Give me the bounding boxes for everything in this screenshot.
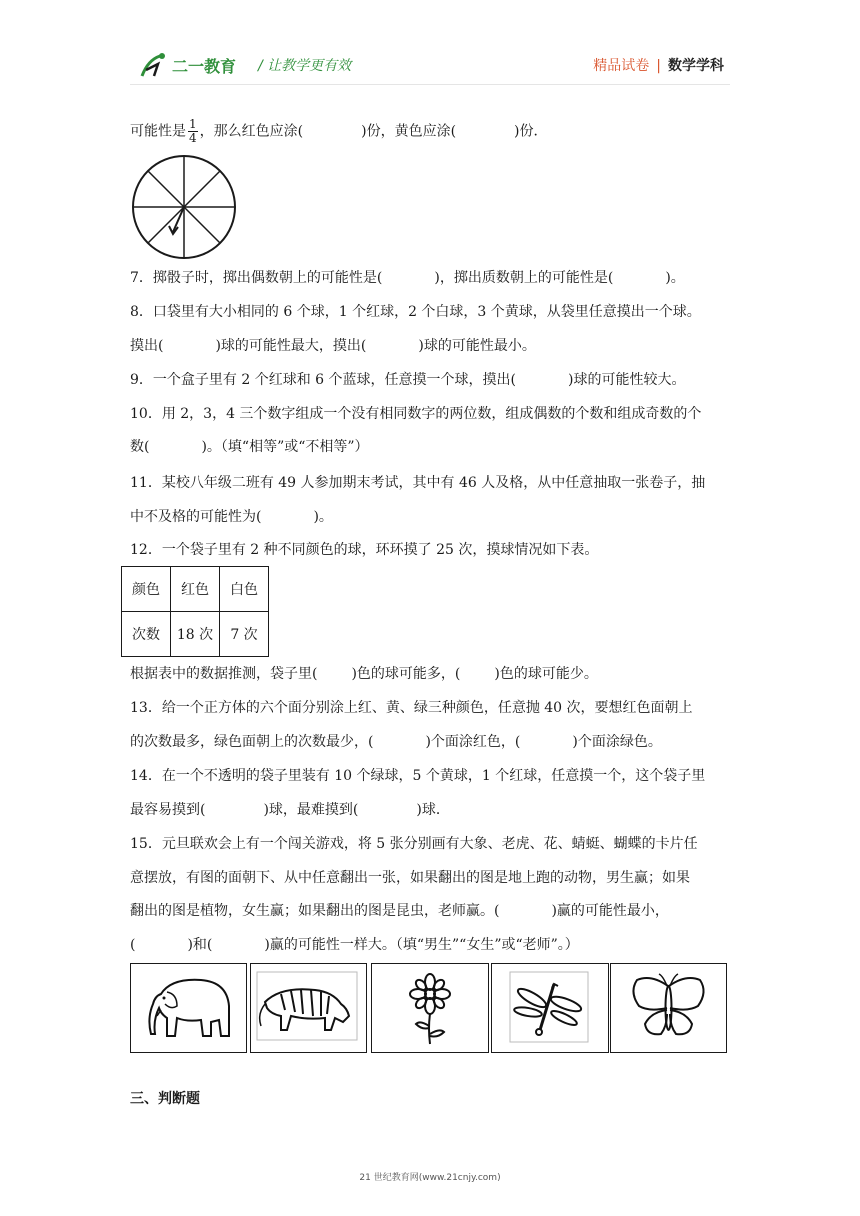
text: )色的球可能少。 bbox=[494, 666, 598, 682]
text: )。（填“相等”或“不相等”） bbox=[201, 439, 369, 455]
text: 的次数最多，绿色面朝上的次数最少，( bbox=[130, 734, 374, 750]
header-right bbox=[593, 55, 724, 75]
ball-table bbox=[121, 566, 269, 657]
text: 根据表中的数据推测，袋子里( bbox=[130, 666, 318, 682]
text: 9．一个盒子里有 2 个红球和 6 个蓝球，任意摸一个球，摸出( bbox=[130, 372, 516, 388]
question-13-cont bbox=[130, 732, 662, 752]
table-cell: 白色 bbox=[220, 567, 269, 612]
brand-logo bbox=[138, 50, 248, 80]
tiger-icon bbox=[251, 964, 366, 1052]
fraction bbox=[188, 118, 198, 145]
elephant-icon bbox=[131, 964, 246, 1052]
question-14: 14．在一个不透明的袋子里装有 10 个绿球，5 个黄球，1 个红球，任意摸一个，这个袋子里 bbox=[130, 768, 706, 784]
question-12: 12．一个袋子里有 2 种不同颜色的球，环环摸了 25 次，摸球情况如下表。 bbox=[130, 542, 599, 558]
card-flower bbox=[371, 963, 489, 1053]
text: )和( bbox=[187, 937, 213, 953]
table-cell: 颜色 bbox=[122, 567, 171, 612]
card-dragonfly bbox=[491, 963, 609, 1053]
question-15-cont3 bbox=[130, 935, 579, 955]
text: )个面涂红色，( bbox=[425, 734, 521, 750]
text: )赢的可能性一样大。（填“男生”“女生”或“老师”。） bbox=[264, 937, 579, 953]
card-tiger bbox=[250, 963, 367, 1053]
question-11: 11．某校八年级二班有 49 人参加期末考试，其中有 46 人及格，从中任意抽取一张卷子，抽 bbox=[130, 475, 706, 491]
header-slogan: / 让教学更有效 bbox=[258, 58, 352, 74]
text: )色的球可能多，( bbox=[351, 666, 461, 682]
text: )球的可能性最大，摸出( bbox=[215, 338, 367, 354]
table-row bbox=[122, 567, 269, 612]
text: )。 bbox=[665, 270, 685, 286]
table-cell: 18 次 bbox=[171, 612, 220, 657]
text: )球，最难摸到( bbox=[263, 802, 359, 818]
fraction-denominator: 4 bbox=[189, 131, 197, 145]
flower-icon bbox=[372, 964, 488, 1052]
section-title: 三、判断题 bbox=[130, 1091, 200, 1107]
question-8-cont bbox=[130, 336, 536, 356]
header-tag: 精品试卷 bbox=[593, 58, 650, 74]
question-15-cont2 bbox=[130, 901, 669, 921]
card-elephant bbox=[130, 963, 247, 1053]
question-13: 13．给一个正方体的六个面分别涂上红、黄、绿三种颜色，任意抛 40 次，要想红色面朝上 bbox=[130, 700, 693, 716]
text: )，掷出质数朝上的可能性是( bbox=[434, 270, 614, 286]
question-10: 10．用 2，3，4 三个数字组成一个没有相同数字的两位数，组成偶数的个数和组成奇数的个 bbox=[130, 406, 702, 422]
text: ，那么红色应涂( bbox=[199, 123, 304, 140]
header-separator: | bbox=[656, 58, 661, 74]
logo-text: 二一教育 bbox=[172, 57, 237, 76]
table-cell: 次数 bbox=[122, 612, 171, 657]
dragonfly-icon bbox=[492, 964, 608, 1052]
text: )。 bbox=[313, 509, 333, 525]
spinner-figure bbox=[131, 154, 237, 264]
text: 数( bbox=[130, 439, 150, 455]
page-footer: 21 世纪教育网(www.21cnjy.com) bbox=[359, 1173, 501, 1183]
table-row bbox=[122, 612, 269, 657]
text: 摸出( bbox=[130, 338, 164, 354]
text: )份． bbox=[514, 123, 548, 140]
fraction-numerator: 1 bbox=[189, 117, 197, 131]
text: )个面涂绿色。 bbox=[572, 734, 662, 750]
question-12-cont bbox=[130, 664, 598, 684]
text: )球的可能性较大。 bbox=[567, 372, 686, 388]
butterfly-icon bbox=[611, 964, 726, 1052]
question-11-cont bbox=[130, 507, 333, 527]
question-15: 15．元旦联欢会上有一个闯关游戏，将 5 张分别画有大象、老虎、花、蜻蜓、蝴蝶的卡片任 bbox=[130, 836, 698, 852]
text: 可能性是 bbox=[130, 123, 186, 140]
text: 翻出的图是植物，女生赢；如果翻出的图是昆虫，老师赢。( bbox=[130, 903, 500, 919]
text: ( bbox=[130, 937, 136, 953]
question-15-cont1: 意摆放，有图的面朝下、从中任意翻出一张，如果翻出的图是地上跑的动物，男生赢；如果 bbox=[130, 870, 690, 886]
text: 7．掷骰子时，掷出偶数朝上的可能性是( bbox=[130, 270, 383, 286]
table-cell: 红色 bbox=[171, 567, 220, 612]
text: )份，黄色应涂( bbox=[361, 123, 457, 140]
q6-tail bbox=[130, 118, 548, 145]
card-butterfly bbox=[610, 963, 727, 1053]
question-14-cont bbox=[130, 800, 450, 820]
question-10-cont bbox=[130, 437, 369, 457]
text: 中不及格的可能性为( bbox=[130, 509, 262, 525]
question-9 bbox=[130, 370, 685, 390]
text: )赢的可能性最小， bbox=[551, 903, 669, 919]
question-7 bbox=[130, 268, 685, 288]
text: )球． bbox=[416, 802, 450, 818]
question-8: 8．口袋里有大小相同的 6 个球，1 个红球，2 个白球，3 个黄球，从袋里任意摸出一个球。 bbox=[130, 304, 701, 320]
header-subject: 数学学科 bbox=[668, 58, 724, 74]
table-cell: 7 次 bbox=[220, 612, 269, 657]
header-divider bbox=[130, 84, 730, 85]
text: )球的可能性最小。 bbox=[418, 338, 536, 354]
text: 最容易摸到( bbox=[130, 802, 206, 818]
